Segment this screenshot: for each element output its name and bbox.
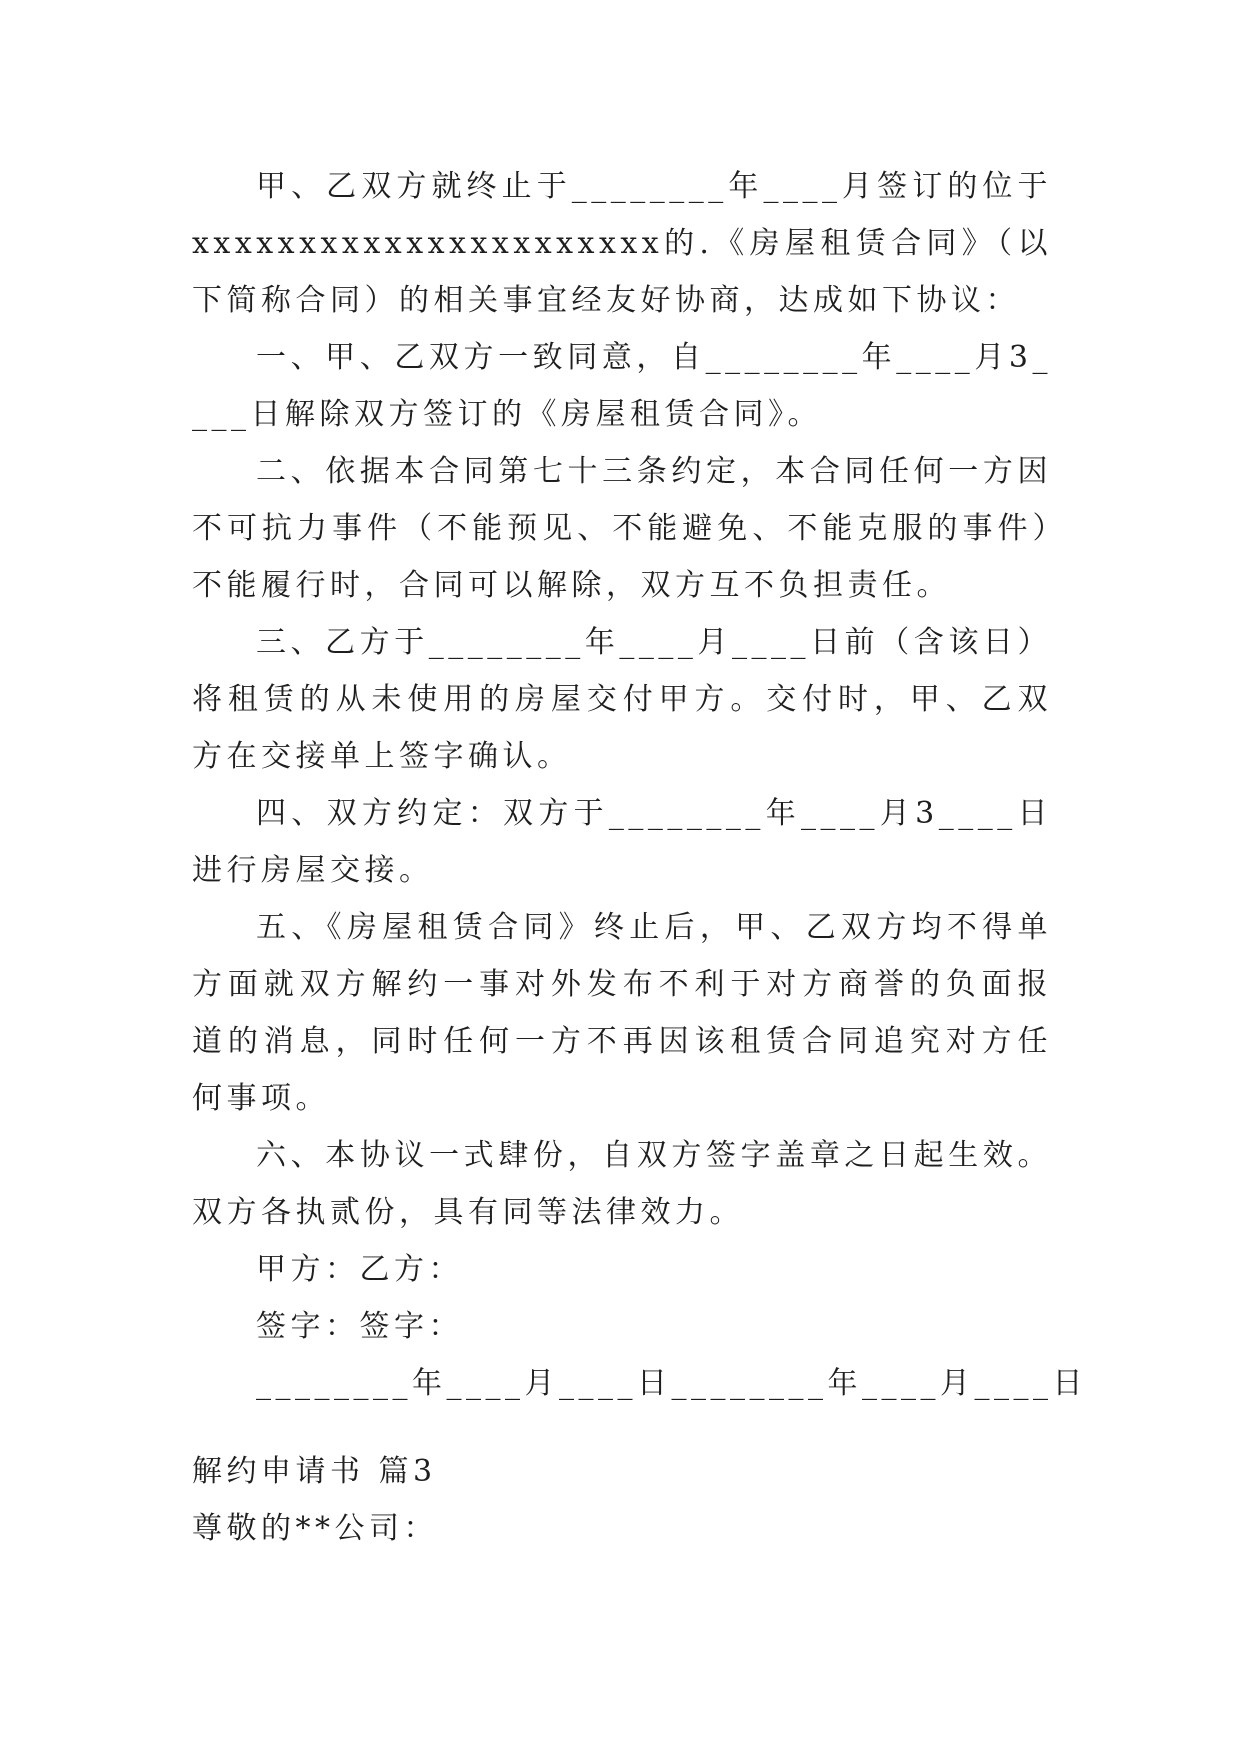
clause-3: 三、乙方于________年____月____日前（含该日）将租赁的从未使用的房屋交付甲方。交付时，甲、乙双方在交接单上签字确认。 xyxy=(192,625,1052,774)
clause-4: 四、双方约定：双方于________年____月3____日进行房屋交接。 xyxy=(192,796,1052,888)
intro-paragraph: 甲、乙双方就终止于________年____月签订的位于xxxxxxxxxxxxxxxxxxxxxx的.《房屋租赁合同》（以下简称合同）的相关事宜经友好协商，达成如下协议： xyxy=(192,169,1052,318)
section-title: 解约申请书 篇3 xyxy=(192,1454,437,1489)
salutation: 尊敬的**公司： xyxy=(192,1511,438,1546)
clause-5: 五、《房屋租赁合同》终止后，甲、乙双方均不得单方面就双方解约一事对外发布不利于对方商誉的负面报道的消息，同时任何一方不再因该租赁合同追究对方任何事项。 xyxy=(192,910,1052,1116)
clause-2: 二、依据本合同第七十三条约定，本合同任何一方因不可抗力事件（不能预见、不能避免、不能克服的事件）不能履行时，合同可以解除，双方互不负担责任。 xyxy=(192,454,1052,603)
agreement-body xyxy=(192,158,1087,1412)
date-line: ________年____月____日________年____月____日 xyxy=(256,1366,1087,1401)
signature-line: 签字：签字： xyxy=(256,1309,463,1344)
clause-6: 六、本协议一式肆份，自双方签字盖章之日起生效。双方各执贰份，具有同等法律效力。 xyxy=(192,1138,1052,1230)
clause-1: 一、甲、乙双方一致同意，自________年____月3____日解除双方签订的《房屋租赁合同》。 xyxy=(192,340,1052,432)
parties-line: 甲方：乙方： xyxy=(256,1252,463,1287)
